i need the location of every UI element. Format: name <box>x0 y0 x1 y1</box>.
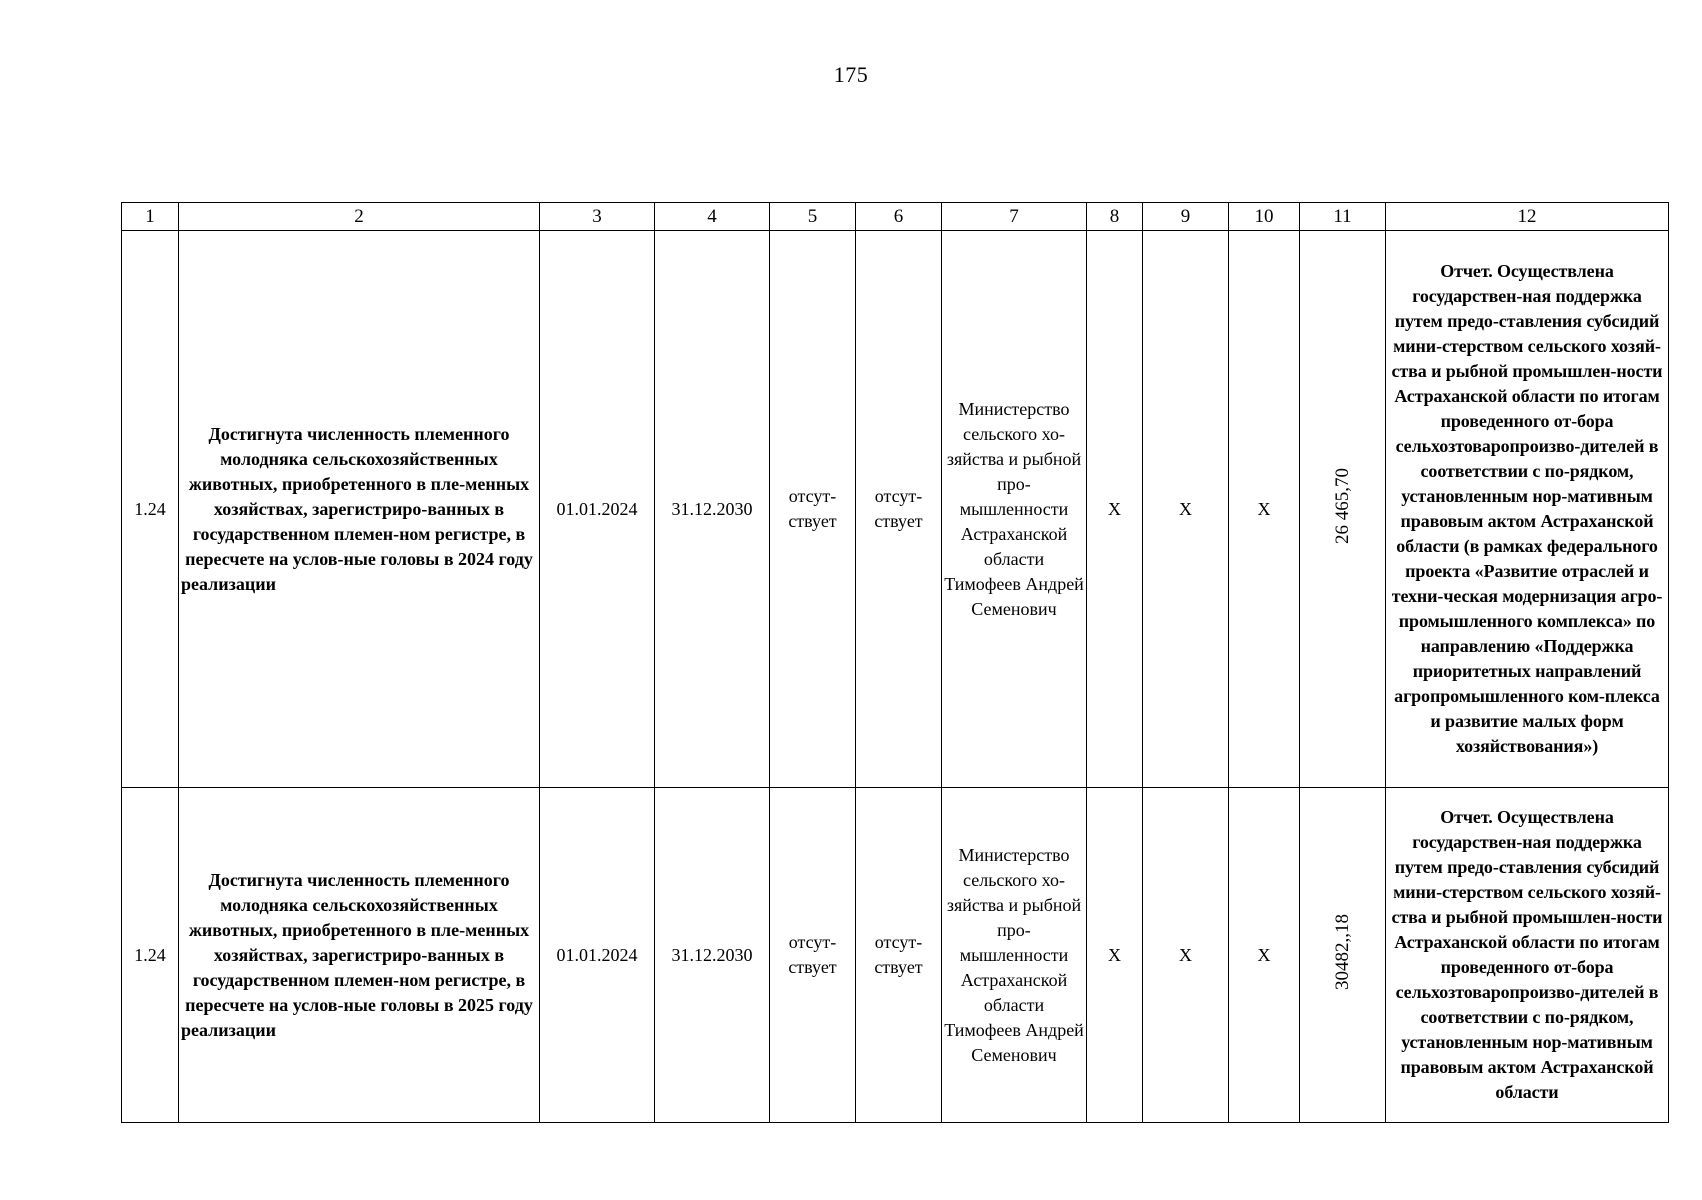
column-header: 4 <box>655 203 770 231</box>
column-header: 5 <box>770 203 856 231</box>
column-header: 8 <box>1087 203 1143 231</box>
amount-value: 26 465,70 <box>1332 467 1353 544</box>
cell-col6: отсут-ствует <box>856 231 942 788</box>
cell-col10: X <box>1229 788 1300 1123</box>
row-number: 1.24 <box>122 788 179 1123</box>
amount-cell <box>1300 231 1386 788</box>
column-header: 7 <box>942 203 1087 231</box>
page-number: 175 <box>833 62 869 87</box>
column-header: 3 <box>540 203 655 231</box>
column-header: 6 <box>856 203 942 231</box>
start-date: 01.01.2024 <box>540 231 655 788</box>
start-date: 01.01.2024 <box>540 788 655 1123</box>
cell-col8: X <box>1087 788 1143 1123</box>
report-text: Отчет. Осуществлена государствен-ная поддержка путем предо-ставления субсидий мини-стерством сельского хозяй-ства и рыбной промышлен-ности Астраханской области по итогам проведенного от-бора сельхозтоваропроизво-дителей в соответствии с по-рядком, установленным нор-мативным правовым актом Астраханской области (в рамках федерального проекта «Развитие отраслей и техни-ческая модернизация агро-промышленного комплекса» по направлению «Поддержка приоритетных направлений агропромышленного ком-плекса и развитие малых форм хозяйствования») <box>1386 231 1669 788</box>
header-row <box>122 203 1669 231</box>
row-number: 1.24 <box>122 231 179 788</box>
row-description: Достигнута численность племенного молодняка сельскохозяйственных животных, приобретенного в пле-менных хозяйствах, зарегистриро-ванных в государственном племен-ном регистре, в пересчете на услов-ные головы в 2024 году реализации <box>179 231 540 788</box>
amount-cell <box>1300 788 1386 1123</box>
cell-col6: отсут-ствует <box>856 788 942 1123</box>
end-date: 31.12.2030 <box>655 788 770 1123</box>
cell-col9: X <box>1143 231 1229 788</box>
column-header: 10 <box>1229 203 1300 231</box>
cell-col5: отсут-ствует <box>770 788 856 1123</box>
cell-col9: X <box>1143 788 1229 1123</box>
report-text: Отчет. Осуществлена государствен-ная поддержка путем предо-ставления субсидий мини-стерством сельского хозяй-ства и рыбной промышлен-ности Астраханской области по итогам проведенного от-бора сельхозтоваропроизво-дителей в соответствии с по-рядком, установленным нор-мативным правовым актом Астраханской области <box>1386 788 1669 1123</box>
cell-col5: отсут-ствует <box>770 231 856 788</box>
cell-col8: X <box>1087 231 1143 788</box>
report-table <box>121 202 1669 1123</box>
cell-col10: X <box>1229 231 1300 788</box>
row-description: Достигнута численность племенного молодняка сельскохозяйственных животных, приобретенного в пле-менных хозяйствах, зарегистриро-ванных в государственном племен-ном регистре, в пересчете на услов-ные головы в 2025 году реализации <box>179 788 540 1123</box>
end-date: 31.12.2030 <box>655 231 770 788</box>
column-header: 12 <box>1386 203 1669 231</box>
column-header: 2 <box>179 203 540 231</box>
table-row <box>122 788 1669 1123</box>
responsible-executor: Министерство сельского хо-зяйства и рыбной про-мышленности Астраханской области Тимофеев Андрей Семенович <box>942 231 1087 788</box>
table-row <box>122 231 1669 788</box>
amount-value: 30482,,18 <box>1332 913 1353 990</box>
column-header: 9 <box>1143 203 1229 231</box>
column-header: 1 <box>122 203 179 231</box>
column-header: 11 <box>1300 203 1386 231</box>
responsible-executor: Министерство сельского хо-зяйства и рыбной про-мышленности Астраханской области Тимофеев Андрей Семенович <box>942 788 1087 1123</box>
